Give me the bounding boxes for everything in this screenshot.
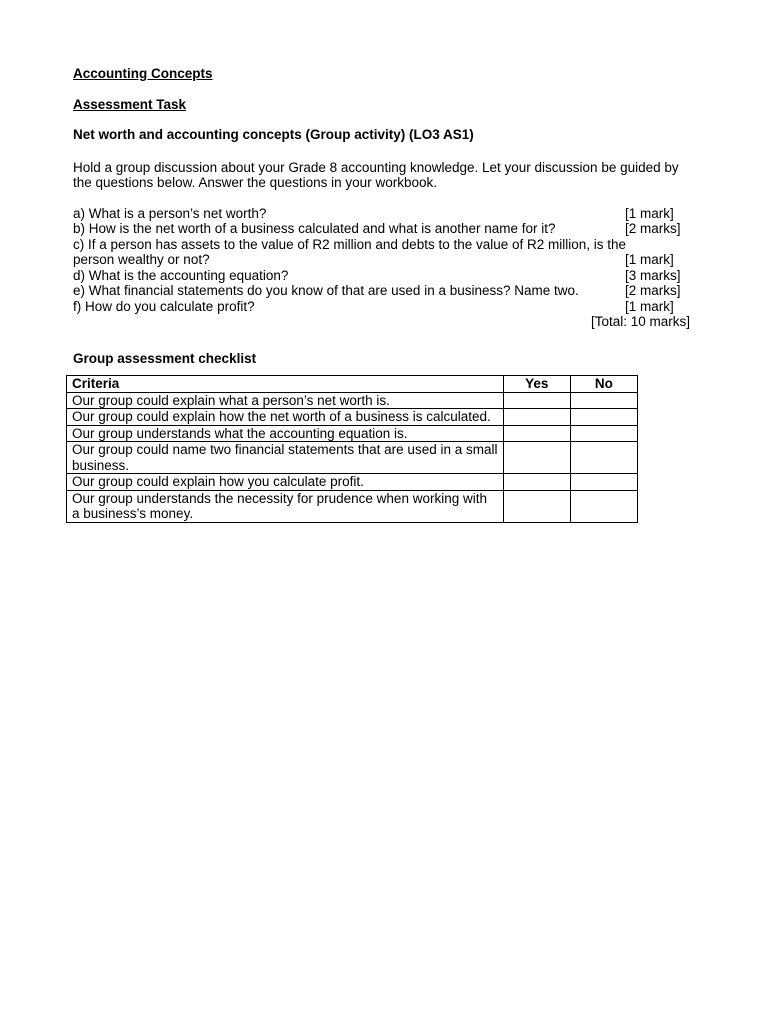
criteria-cell: Our group could explain how the net worth of a business is calculated. — [67, 409, 504, 426]
question-text: f) How do you calculate profit? — [73, 298, 255, 314]
no-cell[interactable] — [570, 442, 637, 474]
no-cell[interactable] — [570, 425, 637, 442]
yes-cell[interactable] — [503, 474, 570, 491]
criteria-cell: Our group understands the necessity for prudence when working with a business’s money. — [67, 490, 504, 522]
checklist-table — [66, 375, 638, 523]
yes-cell[interactable] — [503, 392, 570, 409]
question-text: a) What is a person’s net worth? — [73, 205, 267, 221]
question-item — [73, 221, 693, 237]
column-header-no: No — [570, 376, 637, 393]
no-cell[interactable] — [570, 392, 637, 409]
criteria-cell: Our group could explain what a person’s net worth is. — [67, 392, 504, 409]
question-mark: [2 marks] — [625, 221, 681, 236]
no-cell[interactable] — [570, 409, 637, 426]
yes-cell[interactable] — [503, 409, 570, 426]
column-header-criteria: Criteria — [67, 376, 504, 393]
table-row — [67, 392, 638, 409]
no-cell[interactable] — [570, 474, 637, 491]
table-header-row — [67, 376, 638, 393]
column-header-yes: Yes — [503, 376, 570, 393]
table-row — [67, 409, 638, 426]
criteria-cell: Our group could explain how you calculate profit. — [67, 474, 504, 491]
question-text: d) What is the accounting equation? — [73, 267, 289, 283]
table-row — [67, 425, 638, 442]
question-text-continued: person wealthy or not? — [73, 252, 210, 267]
question-item — [73, 237, 693, 268]
no-cell[interactable] — [570, 490, 637, 522]
task-title: Net worth and accounting concepts (Group activity) (LO3 AS1) — [73, 127, 474, 142]
question-mark: [1 mark] — [625, 298, 674, 314]
document-page — [73, 66, 693, 523]
question-item — [73, 268, 693, 284]
criteria-cell: Our group understands what the accounting equation is. — [67, 425, 504, 442]
question-text: c) If a person has assets to the value of R2 million and debts to the value of R2 million, is the — [73, 236, 627, 252]
table-row — [67, 442, 638, 474]
table-row — [67, 490, 638, 522]
question-text: b) How is the net worth of a business calculated and what is another name for it? — [73, 221, 556, 236]
question-mark: [3 marks] — [625, 267, 681, 283]
question-item — [73, 283, 693, 299]
total-row — [73, 314, 693, 330]
section-heading: Assessment Task — [73, 97, 187, 112]
criteria-cell: Our group could name two financial statements that are used in a small business. — [67, 442, 504, 474]
question-mark: [1 mark] — [625, 252, 674, 267]
yes-cell[interactable] — [503, 442, 570, 474]
page-title: Accounting Concepts — [73, 66, 213, 81]
checklist-title: Group assessment checklist — [73, 350, 257, 366]
yes-cell[interactable] — [503, 490, 570, 522]
question-item — [73, 299, 693, 315]
yes-cell[interactable] — [503, 425, 570, 442]
question-mark: [1 mark] — [625, 205, 674, 221]
intro-paragraph: Hold a group discussion about your Grade 8 accounting knowledge. Let your discussion be guided by the questions below. Answer the questions in your workbook. — [73, 159, 679, 190]
question-mark: [2 marks] — [625, 283, 681, 298]
question-item — [73, 206, 693, 222]
question-list — [73, 206, 693, 315]
table-row — [67, 474, 638, 491]
total-marks: [Total: 10 marks] — [590, 314, 690, 329]
question-text: e) What financial statements do you know of that are used in a business? Name two. — [73, 283, 579, 298]
